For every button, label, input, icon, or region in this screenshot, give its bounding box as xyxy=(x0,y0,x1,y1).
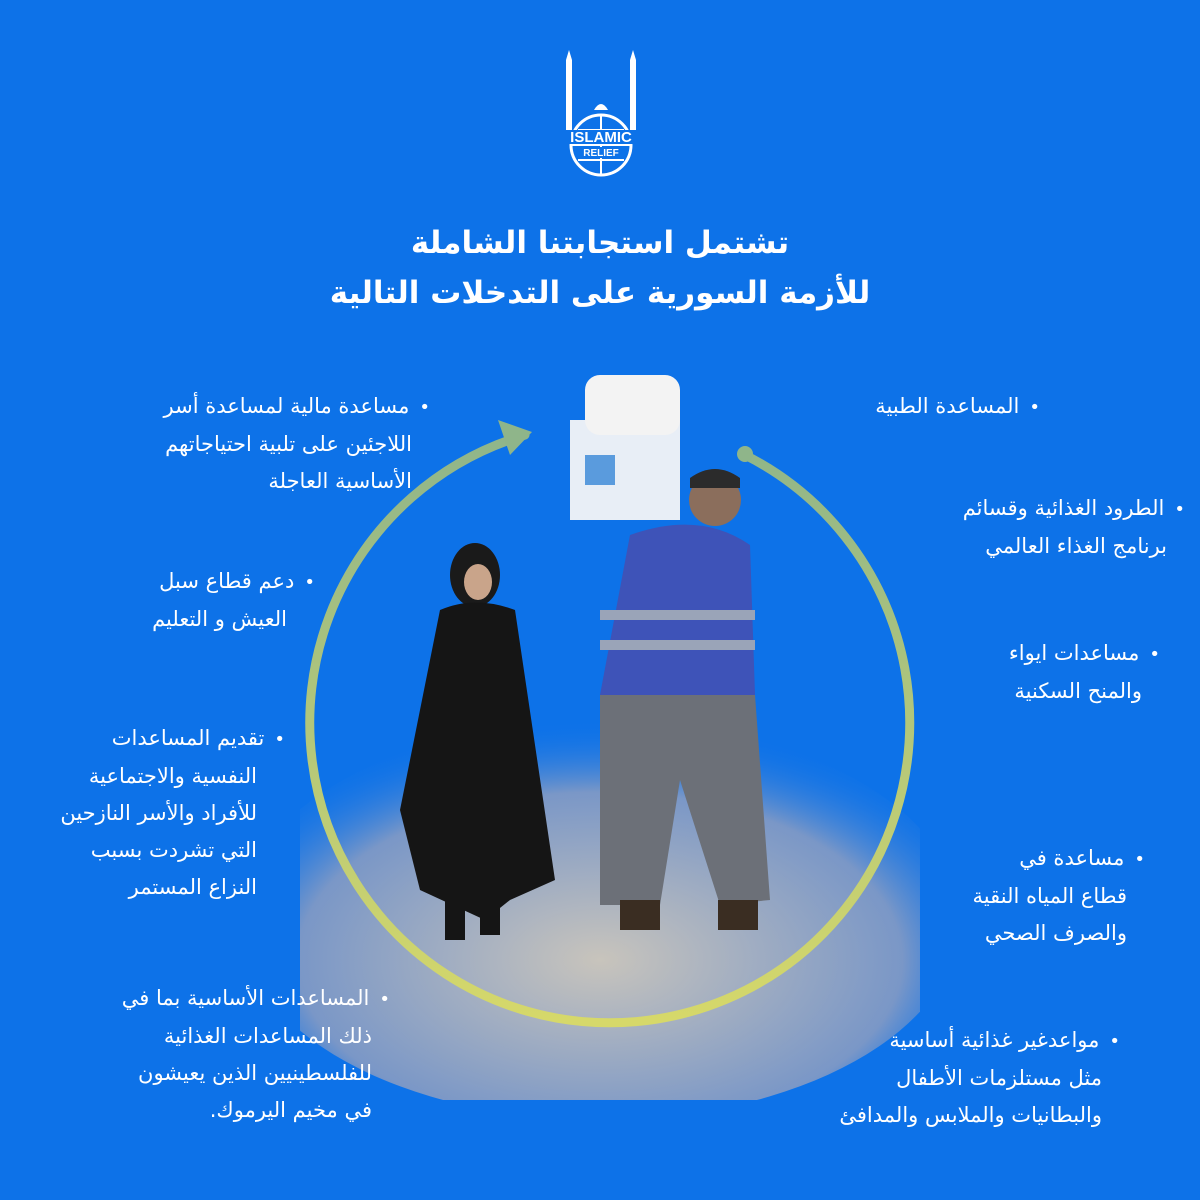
arrow-tail-dot xyxy=(737,446,753,462)
item-line: قطاع المياه النقية xyxy=(972,884,1127,908)
item-line: تقديم المساعدات xyxy=(111,726,265,750)
item-line: النزاع المستمر xyxy=(128,875,257,899)
item-line: للفلسطينيين الذين يعيشون xyxy=(138,1061,372,1085)
item-line: والمنح السكنية xyxy=(1014,679,1142,703)
item-line: مساعدة في xyxy=(1019,846,1125,870)
page-title xyxy=(0,218,1200,318)
item-line: العيش و التعليم xyxy=(152,607,287,631)
logo-text-bottom: RELIEF xyxy=(583,148,619,159)
left-item-financial-aid xyxy=(164,388,430,500)
item-line: والصرف الصحي xyxy=(984,921,1127,945)
left-item-psychosocial xyxy=(60,720,285,906)
item-line: دعم قطاع سبل xyxy=(159,569,295,593)
bullet-icon: • xyxy=(304,572,315,593)
item-line: في مخيم اليرموك. xyxy=(209,1098,372,1122)
item-line: المساعدات الأساسية بما في xyxy=(121,986,370,1010)
bullet-icon: • xyxy=(1174,499,1185,520)
item-line: مساعدات ايواء xyxy=(1008,641,1140,665)
item-line: للأفراد والأسر النازحين xyxy=(60,801,257,825)
item-line: المساعدة الطبية xyxy=(875,394,1020,418)
title-line-2: للأزمة السورية على التدخلات التالية xyxy=(329,275,871,311)
bullet-icon: • xyxy=(1029,397,1040,418)
right-item-food-parcels xyxy=(963,490,1185,565)
item-line: الطرود الغذائية وقسائم xyxy=(962,496,1165,520)
item-line: النفسية والاجتماعية xyxy=(88,764,257,788)
islamic-relief-logo xyxy=(556,50,646,180)
bullet-icon: • xyxy=(419,397,430,418)
item-line: مثل مستلزمات الأطفال xyxy=(896,1066,1102,1090)
item-line: مساعدة مالية لمساعدة أسر xyxy=(163,394,410,418)
item-line: الأساسية العاجلة xyxy=(268,469,412,493)
logo-text-top: ISLAMIC xyxy=(570,129,632,146)
item-line: مواعدغير غذائية أساسية xyxy=(889,1028,1100,1052)
right-item-shelter xyxy=(1009,635,1160,710)
right-item-medical xyxy=(875,388,1040,426)
bullet-icon: • xyxy=(379,989,390,1010)
bullet-icon: • xyxy=(274,729,285,750)
woman-figure xyxy=(400,543,555,940)
right-item-water-sanitation xyxy=(973,840,1145,952)
item-line: والبطانيات والملابس والمدافئ xyxy=(839,1103,1102,1127)
left-item-livelihood xyxy=(152,563,315,638)
item-line: ذلك المساعدات الغذائية xyxy=(163,1024,372,1048)
bullet-icon: • xyxy=(1134,849,1145,870)
left-item-yarmouk xyxy=(122,980,390,1129)
right-item-non-food xyxy=(839,1022,1120,1134)
title-line-1: تشتمل استجابتنا الشاملة xyxy=(410,225,790,261)
bullet-icon: • xyxy=(1109,1031,1120,1052)
item-line: برنامج الغذاء العالمي xyxy=(985,534,1167,558)
bullet-icon: • xyxy=(1149,644,1160,665)
item-line: اللاجئين على تلبية احتياجاتهم xyxy=(165,432,412,456)
item-line: التي تشردت بسبب xyxy=(90,838,257,862)
